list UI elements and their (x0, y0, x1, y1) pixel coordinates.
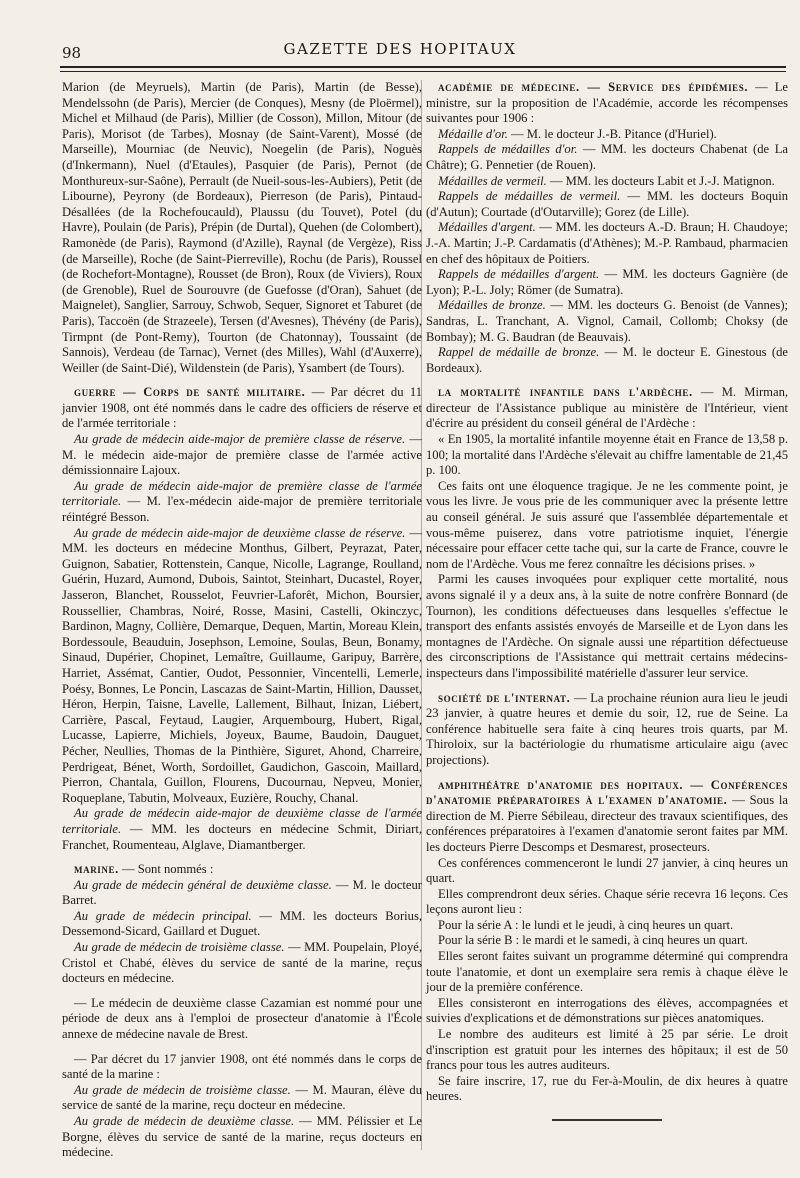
guerre-item: Au grade de médecin aide-major de deuxième classe de réserve. — MM. les docteurs en médecine Monthus, Gilbert, Peyrazat, Pater, Guignon, Sabatier, Rottenstein, Canque, Nicolle, Lagrange, Roulland, Guérin, Huzard, Aumond, Dubois, Saintot, Steinhart, Ducastel, Royer, Jasseron, Blanchet, Rousselot, Feuvrier-Laforêt, Michon, Boursier, Roussellier, Chambras, Noiré, Rosse, Masini, Castelli, Okinczyc, Bardinon, Magny, Collière, Demarque, Dequen, Martin, Moreau Klein, Bordessoule, Beauduin, Josephson, Lemoine, Soulas, Beun, Bonamy, Sinaud, Dupérier, Chopinet, Lemaître, Guillaume, Garipuy, Barrère, Harriet, Assémat, Cantier, Oudot, Pessonnier, Vincentelli, Lemerle, Poésy, Bonnes, Le Poncin, Lascazas de Saint-Martin, Hillion, Dausset, Héron, Herpin, Taisne, Lavelle, Lallement, Bilhaut, Inizan, Liébert, Carrière, Pascal, Feytaud, Laugier, Arquembourg, Hubert, Rigal, Lucasse, Lapierre, Michiels, Joyeux, Baume, Baudoin, Dauguet, Pécher, Neullies, Thomas de la Pinthière, Siguret, Ahond, Charreire, Perdrigeat, Bénet, Worth, Sordoillet, Gaudichon, Gascoin, Maillard, Pierron, Chantala, Guillon, Flourens, Ducournau, Nepveu, Monier, Roqueplane, Tabutin, Molveaux, Euzière, Rouchy, Chanal. (62, 525, 422, 805)
amphitheatre-paragraph: Se faire inscrire, 17, rue du Fer-à-Moulin, de dix heures à quatre heures. (426, 1073, 788, 1104)
marine-item: Au grade de médecin principal. — MM. les docteurs Borius, Dessemond-Sicard, Gaillard et Duguet. (62, 908, 422, 939)
running-head: GAZETTE DES HOPITAUX (283, 40, 517, 58)
right-column (426, 80, 788, 1121)
academie-heading: académie de médecine. (438, 80, 580, 94)
award-item: Rappels de médailles d'argent. — MM. les docteurs Gagnière (de Lyon); P.-L. Joly; Römer (de Sumatra). (426, 267, 788, 297)
left-column (62, 80, 422, 1161)
guerre-item: Au grade de médecin aide-major de première classe de réserve. — M. le médecin aide-major de première classe de l'armée active démissionnaire Lajoux. (62, 432, 422, 478)
academie-section: académie de médecine. — Service des épidémies. — Le ministre, sur la proposition de l'Académie, accorde les récompenses suivantes pour 1906 : (426, 80, 788, 126)
award-item: Médailles de bronze. — MM. les docteurs G. Benoist (de Vannes); Sandras, L. Tranchant, A. Vignol, Camail, Collomb; Choksy (de Bombay); M. G. Baudran (de Beauvais). (426, 298, 789, 344)
names-list: Marion (de Meyruels), Martin (de Paris), Martin (de Besse), Mendelssohn (de Paris), Mercier (de Conques), Mesny (de Ploërmel), Michel et Milhaud (de Paris), Millier (de Cosson), Millon, Mitour (de Paris), Morisot (de Tarbes), Mosnay (de Saint-Varent), Mossé (de Marseille), Mourniac (de Neuvic), Noegelin (de Paris), Noguès (d'Inkermann), Nuel (d'Etaules), Pasquier (de Paris), Pernot (de Monthureux-sur-Saône), Perrault (de Nueil-sous-les-Aubiers), Petit (de Libourne), Peyrony (de Bordeaux), Pierreson (de Paris), Pintaud-Désallées (de la Rochefoucauld), Plaussu (du Touvet), Potel (du Havre), Poulain (de Paris), Prépin (de Durtal), Quehen (de Colombert), Ramonède (de Paris), Raymond (d'Azille), Raynal (de Vergèze), Riss (de Marseille), Roche (de Saint-Pierreville), Rochu (de Paris), Roussel (de Rochefort-Montagne), Rousset (de Bron), Roux (de Viviers), Roux (de Grenoble), Ruel de Sourouvre (de Guefosse (d'Oran), Sahuet (de Maignelet), Sanglier, Sarrouy, Schwob, Sequer, Signoret et Taburet (de Paris), Taccoën (de Strazeele), Tersen (d'Avesnes), Thévény (de Paris), Tirmpnt (de Pont-Remy), Tourton (de Chatonnay), Toussaint (de Sannois), Verdeau (de Tarnac), Vernet (des Milles), Wahl (d'Auxerre), Weiller (de Saint-Dié), Wildenstein (de Paris), Ysambert (de Tours). (62, 80, 422, 375)
award-item: Rappels de médailles d'or. — MM. les docteurs Chabenat (de La Châtre); G. Pennetier (de Rouen). (426, 142, 788, 172)
marine-item: Au grade de médecin général de deuxième classe. — M. le docteur Barret. (62, 877, 422, 908)
marine-item: Au grade de médecin de troisième classe. — M. Mauran, élève du service de santé de la marine, reçu docteur en médecine. (62, 1082, 423, 1113)
amphitheatre-paragraph: Pour la série A : le lundi et le jeudi, à cinq heures un quart. (438, 917, 734, 932)
award-item: Médailles de vermeil. — MM. les docteurs Labit et J.-J. Matignon. (438, 173, 775, 188)
guerre-intro: — Par décret du 11 janvier 1908, ont été nommés dans le cadre des officiers de réserve et de l'armée territoriale : (62, 385, 423, 431)
amphitheatre-paragraph: Elles consisteront en interrogations des élèves, accompagnées et suivies d'explications et de démonstrations sur pièces anatomiques. (426, 995, 788, 1026)
cazamian-paragraph: — Le médecin de deuxième classe Cazamian est nommé pour une période de deux ans à l'emploi de prosecteur d'anatomie à l'École annexe de médecine navale de Brest. (62, 995, 422, 1042)
award-item: Médailles d'argent. — MM. les docteurs A.-D. Braun; H. Chaudoye; J.-A. Martin; J.-P. Cardamatis (d'Athènes); M.-P. Rambaud, pharmacien en chef des hôpitaux de Poitiers. (426, 220, 788, 266)
award-item: Rappels de médailles de vermeil. — MM. les docteurs Boquin (d'Autun); Courtade (d'Outarville); Gorez (de Lille). (426, 189, 788, 219)
amphitheatre-section: amphithéâtre d'anatomie des hopitaux. — Conférences d'anatomie préparatoires à l'examen d'anatomie. — Sous la direction de M. Pierre Sébileau, directeur des travaux scientifiques, des conférences préparatoires à l'examen d'anatomie seront faites par MM. les docteurs Pierre Descomps et Desmarest, prosecteurs. (426, 777, 788, 854)
mortalite-section: la mortalité infantile dans l'ardèche. — M. Mirman, directeur de l'Assistance publique au ministère de l'Intérieur, vient d'écrire au président du conseil général de l'Ardèche : (426, 385, 789, 431)
end-ornament-rule (552, 1119, 662, 1121)
amphitheatre-paragraph: Pour la série B : le mardi et le samedi, à cinq heures un quart. (438, 933, 748, 948)
amphitheatre-heading: amphithéâtre d'anatomie des hopitaux. (438, 777, 684, 792)
internat-section: société de l'internat. — La prochaine réunion aura lieu le jeudi 23 janvier, à quatre heures et demie du soir, 12, rue de Seine. La conférence habituelle sera faite à cinq heures trois quarts, par M. Thiroloix, sur la bactériologie du rhumatisme articulaire aigu (avec projections). (426, 690, 788, 767)
mortalite-paragraph: Parmi les causes invoquées pour expliquer cette mortalité, nous avons signalé il y a deux ans, à la suite de notre confrère Bonnard (de Tournon), les conditions défectueuses dans lesquelles s'effectue le transport des enfants assistés envoyés de Marseille et de Lyon dans les montagnes de l'Ardèche. On signale aussi une répartition défectueuse des circonscriptions de l'Assistance qui mettrait certains médecins-inspecteurs dans l'impossibilité matérielle d'assurer leur service. (426, 572, 788, 680)
amphitheatre-paragraph: Le nombre des auditeurs est limité à 25 par série. Le droit d'inscription est gratuit pour les internes des hôpitaux; il est de 50 francs pour tous les autres auditeurs. (426, 1027, 788, 1073)
mortalite-quote: Ces faits ont une éloquence tragique. Je ne les commente point, je vous les livre. Je vous prie de les communiquer avec la présente lettre au conseil général. Je suis assuré que l'assemblée départementale et vous-même puiserez, dans votre patriotisme inquiet, l'énergie nécessaire pour effacer cette tache qui, sur la carte de France, couvre le nom de l'Ardèche. Vous me ferez connaître les décisions prises. » (426, 478, 788, 571)
award-item: Rappel de médaille de bronze. — M. le docteur E. Ginestous (de Bordeaux). (426, 345, 788, 375)
guerre-section (62, 385, 422, 432)
decret-paragraph: — Par décret du 17 janvier 1908, ont été nommés dans le corps de santé de la marine : (62, 1051, 422, 1082)
amphitheatre-paragraph: Elles comprendront deux séries. Chaque série recevra 16 leçons. Ces leçons auront lieu : (426, 886, 788, 917)
internat-heading: société de l'internat. (438, 690, 571, 705)
marine-section: marine. — Sont nommés : (74, 862, 214, 877)
marine-heading: marine. (74, 862, 119, 877)
guerre-item: Au grade de médecin aide-major de première classe de l'armée territoriale. — M. l'ex-médecin aide-major de première territoriale réintégré Besson. (62, 478, 422, 525)
mortalite-heading: la mortalité infantile dans l'ardèche. (438, 385, 693, 400)
marine-item: Au grade de médecin de troisième classe. — MM. Poupelain, Ployé, Cristol et Chabé, élèves du service de santé de la marine, reçus docteurs en médecine. (62, 940, 422, 986)
header-rule-thin (60, 71, 786, 72)
award-item: Médaille d'or. — M. le docteur J.-B. Pitance (d'Huriel). (438, 126, 717, 141)
guerre-item: Au grade de médecin aide-major de deuxième classe de l'armée territoriale. — MM. les docteurs en médecine Schmit, Diriart, Franchet, Roumenteau, Alglave, Diamantberger. (62, 806, 422, 852)
amphitheatre-paragraph: Elles seront faites suivant un programme déterminé qui comprendra toute l'anatomie, et dont un exemplaire sera remis à chaque élève le jour de la première conférence. (426, 949, 788, 995)
guerre-heading: guerre — Corps de santé militaire. (74, 385, 306, 400)
marine-item: Au grade de médecin de deuxième classe. — MM. Pélissier et Le Borgne, élèves du service de santé de la marine, reçus docteurs en médecine. (62, 1114, 422, 1160)
page-number: 98 (62, 44, 82, 62)
mortalite-quote: « En 1905, la mortalité infantile moyenne était en France de 13,58 p. 100; la mortalité dans l'Ardèche s'élevait au chiffre lamentable de 21,45 p. 100. (426, 432, 788, 478)
header-rule (60, 66, 786, 68)
amphitheatre-paragraph: Ces conférences commenceront le lundi 27 janvier, à cinq heures un quart. (426, 855, 788, 886)
